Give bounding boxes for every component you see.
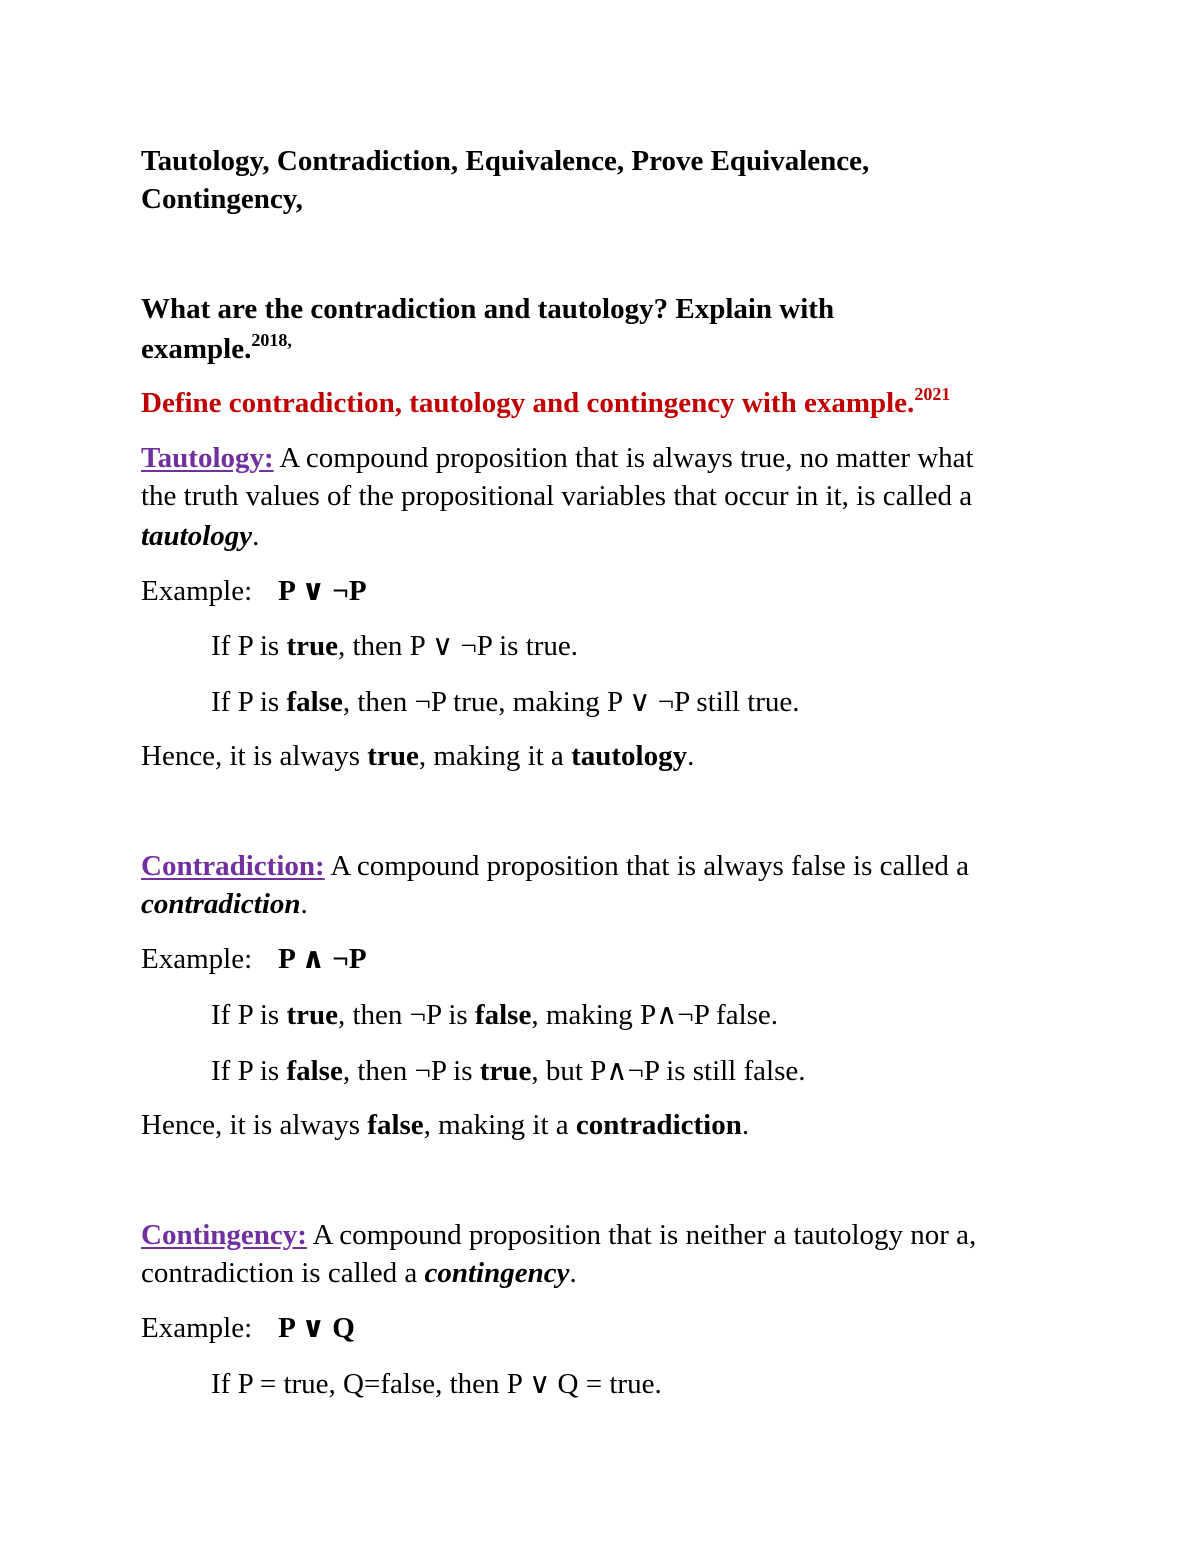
question-1-year: 2018, [251, 330, 292, 350]
contingency-term-italic: contingency [424, 1257, 570, 1289]
contingency-def-tail: . [569, 1257, 577, 1289]
text-run: , then ¬P is [342, 1055, 480, 1087]
contingency-example-expr: P ∨ Q [278, 1312, 355, 1344]
contingency-def-text-1: A compound proposition that is neither a tautology nor a, [306, 1219, 977, 1251]
doc-title-line-2: Contingency, [141, 183, 303, 215]
text-run: , then ¬P true, making P ∨ ¬P still true. [342, 686, 800, 718]
contingency-example-label: Example: [141, 1312, 253, 1344]
question-2-text: Define contradiction, tautology and contingency with example. [141, 387, 915, 419]
text-run: , making P∧¬P false. [531, 999, 779, 1031]
bold-run: false [286, 1055, 343, 1087]
text-run: , but P∧¬P is still false. [531, 1055, 806, 1087]
bold-run: true [286, 630, 338, 662]
tautology-def-text-1: A compound proposition that is always true, no matter what [273, 442, 974, 474]
text-run: If P is [211, 686, 287, 718]
bold-run: true [286, 999, 338, 1031]
contingency-example [141, 1309, 355, 1347]
tautology-example [141, 572, 367, 610]
text-run: If P is [211, 1055, 287, 1087]
tautology-term-italic: tautology [141, 520, 253, 552]
text-run: Hence, it is always [141, 1109, 368, 1141]
contradiction-case-2 [211, 1052, 805, 1090]
tautology-case-2 [211, 683, 800, 721]
doc-title-line-1: Tautology, Contradiction, Equivalence, Prove Equivalence, [141, 145, 870, 177]
question-1-line-1: What are the contradiction and tautology? Explain with [141, 293, 835, 325]
bold-run: true [479, 1055, 532, 1087]
bold-run: tautology [571, 740, 688, 772]
bold-run: true [367, 740, 419, 772]
tautology-definition-line-2: the truth values of the propositional variables that occur in it, is called a [141, 480, 973, 512]
tautology-conclusion [141, 737, 694, 775]
bold-run: contradiction [575, 1109, 742, 1141]
contradiction-def-tail: . [300, 888, 308, 920]
text-run: If P is [211, 630, 287, 662]
tautology-definition-line-3 [141, 517, 259, 555]
question-1-text: example. [141, 333, 252, 365]
question-2-year: 2021 [914, 384, 951, 404]
text-run: contradiction is called a [141, 1257, 425, 1289]
contradiction-conclusion [141, 1106, 749, 1144]
contradiction-term: Contradiction: [141, 850, 325, 882]
tautology-case-1 [211, 627, 578, 665]
tautology-example-expr: P ∨ ¬P [278, 575, 367, 607]
tautology-def-tail: . [252, 520, 260, 552]
tautology-example-label: Example: [141, 575, 253, 607]
text-run: , making it a [418, 740, 572, 772]
contradiction-def-text-1: A compound proposition that is always false is called a [324, 850, 970, 882]
text-run: , making it a [423, 1109, 576, 1141]
question-2 [141, 384, 950, 422]
text-run: . [687, 740, 695, 772]
text-run: If P is [211, 999, 287, 1031]
contingency-definition-line-1 [141, 1216, 976, 1254]
text-run: , then P ∨ ¬P is true. [338, 630, 579, 662]
bold-run: false [367, 1109, 424, 1141]
contradiction-example [141, 940, 367, 978]
contingency-case-1: If P = true, Q=false, then P ∨ Q = true. [211, 1368, 662, 1400]
question-1-line-2 [141, 330, 292, 368]
text-run: , then ¬P is [338, 999, 475, 1031]
tautology-definition-line-1 [141, 439, 974, 477]
tautology-term: Tautology: [141, 442, 274, 474]
contingency-term: Contingency: [141, 1219, 307, 1251]
contradiction-definition-line-2 [141, 885, 308, 923]
text-run: . [741, 1109, 750, 1141]
contradiction-case-1 [211, 996, 778, 1034]
contradiction-example-label: Example: [141, 943, 253, 975]
contingency-definition-line-2 [141, 1254, 577, 1292]
contradiction-example-expr: P ∧ ¬P [278, 943, 367, 975]
bold-run: false [474, 999, 532, 1031]
contradiction-term-italic: contradiction [141, 888, 301, 920]
contradiction-definition-line-1 [141, 847, 969, 885]
text-run: Hence, it is always [141, 740, 368, 772]
bold-run: false [286, 686, 343, 718]
